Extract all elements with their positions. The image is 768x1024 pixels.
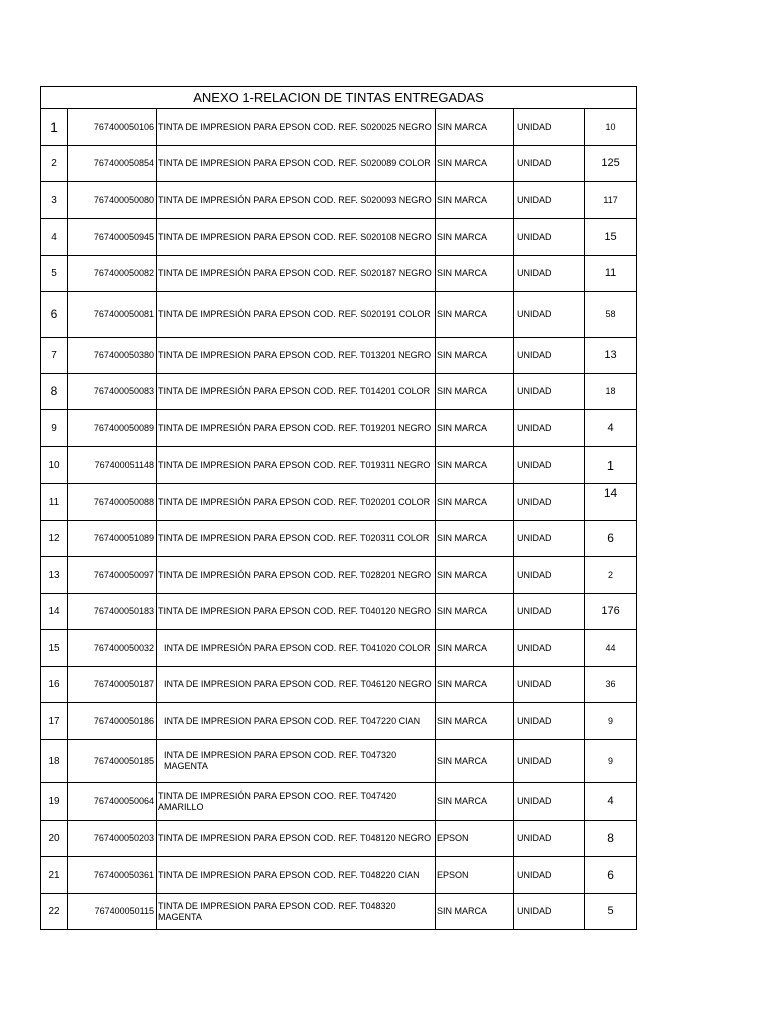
item-description: TINTA DE IMPRESIÓN PARA EPSON COD. REF. T019201 NEGRO — [157, 410, 436, 447]
table-row — [41, 410, 637, 447]
item-unit: UNIDAD — [514, 146, 585, 182]
item-description: TINTA DE IMPRESION PARA EPSON COD. REF. S020089 COLOR — [157, 146, 436, 182]
table-row — [41, 667, 637, 703]
item-brand: SIN MARCA — [436, 109, 514, 146]
item-quantity: 2 — [585, 557, 637, 594]
item-code: 767400050854 — [68, 146, 157, 182]
row-number: 16 — [41, 667, 68, 703]
item-brand: SIN MARCA — [436, 594, 514, 630]
table-row — [41, 557, 637, 594]
item-brand: SIN MARCA — [436, 182, 514, 219]
row-number: 19 — [41, 783, 68, 821]
item-description: TINTA DE IMPRESIÓN PARA EPSON COD. REF. T020201 COLOR — [157, 484, 436, 521]
item-code: 767400050186 — [68, 703, 157, 740]
item-code: 767400050097 — [68, 557, 157, 594]
item-brand: SIN MARCA — [436, 740, 514, 783]
item-brand: SIN MARCA — [436, 630, 514, 667]
table-row — [41, 857, 637, 894]
item-quantity: 176 — [585, 594, 637, 630]
row-number: 3 — [41, 182, 68, 219]
item-quantity: 18 — [585, 374, 637, 410]
item-brand: SIN MARCA — [436, 410, 514, 447]
item-code: 767400050089 — [68, 410, 157, 447]
table-row — [41, 374, 637, 410]
table-row — [41, 219, 637, 256]
row-number: 10 — [41, 447, 68, 484]
item-brand: SIN MARCA — [436, 557, 514, 594]
table-row — [41, 894, 637, 930]
row-number: 2 — [41, 146, 68, 182]
row-number: 21 — [41, 857, 68, 894]
table-row — [41, 740, 637, 783]
item-unit: UNIDAD — [514, 484, 585, 521]
item-brand: SIN MARCA — [436, 374, 514, 410]
table-row — [41, 484, 637, 521]
item-unit: UNIDAD — [514, 783, 585, 821]
item-unit: UNIDAD — [514, 521, 585, 557]
item-quantity: 9 — [585, 740, 637, 783]
item-code: 767400050032 — [68, 630, 157, 667]
item-code: 767400050080 — [68, 182, 157, 219]
item-code: 767400050945 — [68, 219, 157, 256]
item-brand: SIN MARCA — [436, 146, 514, 182]
row-number: 18 — [41, 740, 68, 783]
item-code: 767400050361 — [68, 857, 157, 894]
item-code: 767400050082 — [68, 256, 157, 292]
item-brand: SIN MARCA — [436, 292, 514, 338]
item-quantity: 9 — [585, 703, 637, 740]
row-number: 9 — [41, 410, 68, 447]
item-description: TINTA DE IMPRESION PARA EPSON COD. REF. T040120 NEGRO — [157, 594, 436, 630]
item-description: INTA DE IMPRESIÓN PARA EPSON COD. REF. T041020 COLOR — [157, 630, 436, 667]
item-unit: UNIDAD — [514, 219, 585, 256]
row-number: 13 — [41, 557, 68, 594]
item-quantity: 125 — [585, 146, 637, 182]
item-code: 767400050203 — [68, 821, 157, 857]
table-row — [41, 783, 637, 821]
row-number: 4 — [41, 219, 68, 256]
title-row — [41, 87, 637, 109]
item-code: 767400050083 — [68, 374, 157, 410]
table-row — [41, 703, 637, 740]
table-row — [41, 338, 637, 374]
item-description: TINTA DE IMPRESION PARA EPSON COD. REF. T020311 COLOR — [157, 521, 436, 557]
table-row — [41, 256, 637, 292]
row-number: 1 — [41, 109, 68, 146]
item-code: 767400050081 — [68, 292, 157, 338]
item-description: TINTA DE IMPRESION PARA EPSON COD. REF. T048320 MAGENTA — [157, 894, 436, 930]
item-code: 767400051148 — [68, 447, 157, 484]
item-description: TINTA DE IMPRESION PARA EPSON COD. REF. T019311 NEGRO — [157, 447, 436, 484]
item-code: 767400050115 — [68, 894, 157, 930]
row-number: 14 — [41, 594, 68, 630]
table-row — [41, 521, 637, 557]
table-row — [41, 292, 637, 338]
item-brand: EPSON — [436, 857, 514, 894]
row-number: 11 — [41, 484, 68, 521]
item-description: TINTA DE IMPRESIÓN PARA EPSON COD. REF. S020187 NEGRO — [157, 256, 436, 292]
row-number: 15 — [41, 630, 68, 667]
row-number: 6 — [41, 292, 68, 338]
item-quantity: 11 — [585, 256, 637, 292]
item-description: TINTA DE IMPRESION PARA EPSON COD. REF. T048220 CIAN — [157, 857, 436, 894]
item-description: TINTA DE IMPRESIÓN PARA EPSON COD. REF. T014201 COLOR — [157, 374, 436, 410]
item-quantity: 6 — [585, 521, 637, 557]
spreadsheet-sheet — [40, 86, 636, 930]
item-brand: EPSON — [436, 821, 514, 857]
item-quantity: 58 — [585, 292, 637, 338]
item-unit: UNIDAD — [514, 740, 585, 783]
item-description: INTA DE IMPRESION PARA EPSON COD. REF. T047320 MAGENTA — [157, 740, 436, 783]
item-quantity: 14 — [585, 484, 637, 521]
item-brand: SIN MARCA — [436, 703, 514, 740]
item-code: 767400050106 — [68, 109, 157, 146]
item-description: INTA DE IMPRESION PARA EPSON COD. REF. T046120 NEGRO — [157, 667, 436, 703]
table-title: ANEXO 1-RELACION DE TINTAS ENTREGADAS — [41, 87, 637, 109]
item-quantity: 5 — [585, 894, 637, 930]
item-brand: SIN MARCA — [436, 338, 514, 374]
row-number: 20 — [41, 821, 68, 857]
item-brand: SIN MARCA — [436, 484, 514, 521]
item-quantity: 36 — [585, 667, 637, 703]
item-code: 767400050380 — [68, 338, 157, 374]
item-quantity: 117 — [585, 182, 637, 219]
item-code: 767400050088 — [68, 484, 157, 521]
item-code: 767400050187 — [68, 667, 157, 703]
item-unit: UNIDAD — [514, 256, 585, 292]
item-quantity: 15 — [585, 219, 637, 256]
item-description: TINTA DE IMPRESION PARA EPSON COD. REF. T013201 NEGRO — [157, 338, 436, 374]
item-unit: UNIDAD — [514, 338, 585, 374]
item-brand: SIN MARCA — [436, 521, 514, 557]
item-unit: UNIDAD — [514, 894, 585, 930]
item-brand: SIN MARCA — [436, 256, 514, 292]
item-unit: UNIDAD — [514, 557, 585, 594]
item-description: TINTA DE IMPRESIÓN PARA EPSON COD. REF. T028201 NEGRO — [157, 557, 436, 594]
item-brand: SIN MARCA — [436, 783, 514, 821]
table-row — [41, 146, 637, 182]
row-number: 17 — [41, 703, 68, 740]
item-unit: UNIDAD — [514, 667, 585, 703]
item-quantity: 13 — [585, 338, 637, 374]
table-row — [41, 109, 637, 146]
item-brand: SIN MARCA — [436, 894, 514, 930]
item-unit: UNIDAD — [514, 857, 585, 894]
item-unit: UNIDAD — [514, 410, 585, 447]
table-row — [41, 182, 637, 219]
table-row — [41, 630, 637, 667]
table-row — [41, 447, 637, 484]
item-code: 767400051089 — [68, 521, 157, 557]
item-description: TINTA DE IMPRESION PARA EPSON COD. REF. T048120 NEGRO — [157, 821, 436, 857]
item-description: TINTA DE IMPRESIÓN PARA EPSON COD. REF. S020093 NEGRO — [157, 182, 436, 219]
item-description: TINTA DE IMPRESION PARA EPSON COD. REF. S020025 NEGRO — [157, 109, 436, 146]
item-quantity: 8 — [585, 821, 637, 857]
table-row — [41, 594, 637, 630]
item-unit: UNIDAD — [514, 374, 585, 410]
row-number: 22 — [41, 894, 68, 930]
item-quantity: 6 — [585, 857, 637, 894]
item-description: TINTA DE IMPRESIÓN PARA EPSON COD. REF. S020191 COLOR — [157, 292, 436, 338]
item-code: 767400050183 — [68, 594, 157, 630]
item-quantity: 1 — [585, 447, 637, 484]
item-unit: UNIDAD — [514, 594, 585, 630]
row-number: 8 — [41, 374, 68, 410]
item-unit: UNIDAD — [514, 182, 585, 219]
item-description: TINTA DE IMPRESIÓN PARA EPSON COO. REF. T047420 AMARILLO — [157, 783, 436, 821]
item-quantity: 10 — [585, 109, 637, 146]
item-brand: SIN MARCA — [436, 667, 514, 703]
item-quantity: 4 — [585, 410, 637, 447]
item-quantity: 4 — [585, 783, 637, 821]
row-number: 12 — [41, 521, 68, 557]
item-unit: UNIDAD — [514, 447, 585, 484]
item-unit: UNIDAD — [514, 821, 585, 857]
tintas-table — [40, 86, 637, 930]
item-unit: UNIDAD — [514, 630, 585, 667]
row-number: 5 — [41, 256, 68, 292]
item-unit: UNIDAD — [514, 109, 585, 146]
item-brand: SIN MARCA — [436, 219, 514, 256]
row-number: 7 — [41, 338, 68, 374]
item-unit: UNIDAD — [514, 703, 585, 740]
item-description: TINTA DE IMPRESION PARA EPSON COD. REF. S020108 NEGRO — [157, 219, 436, 256]
item-code: 767400050185 — [68, 740, 157, 783]
item-brand: SIN MARCA — [436, 447, 514, 484]
item-quantity: 44 — [585, 630, 637, 667]
item-description: INTA DE IMPRESION PARA EPSON COD. REF. T047220 CIAN — [157, 703, 436, 740]
item-code: 767400050064 — [68, 783, 157, 821]
table-row — [41, 821, 637, 857]
item-unit: UNIDAD — [514, 292, 585, 338]
